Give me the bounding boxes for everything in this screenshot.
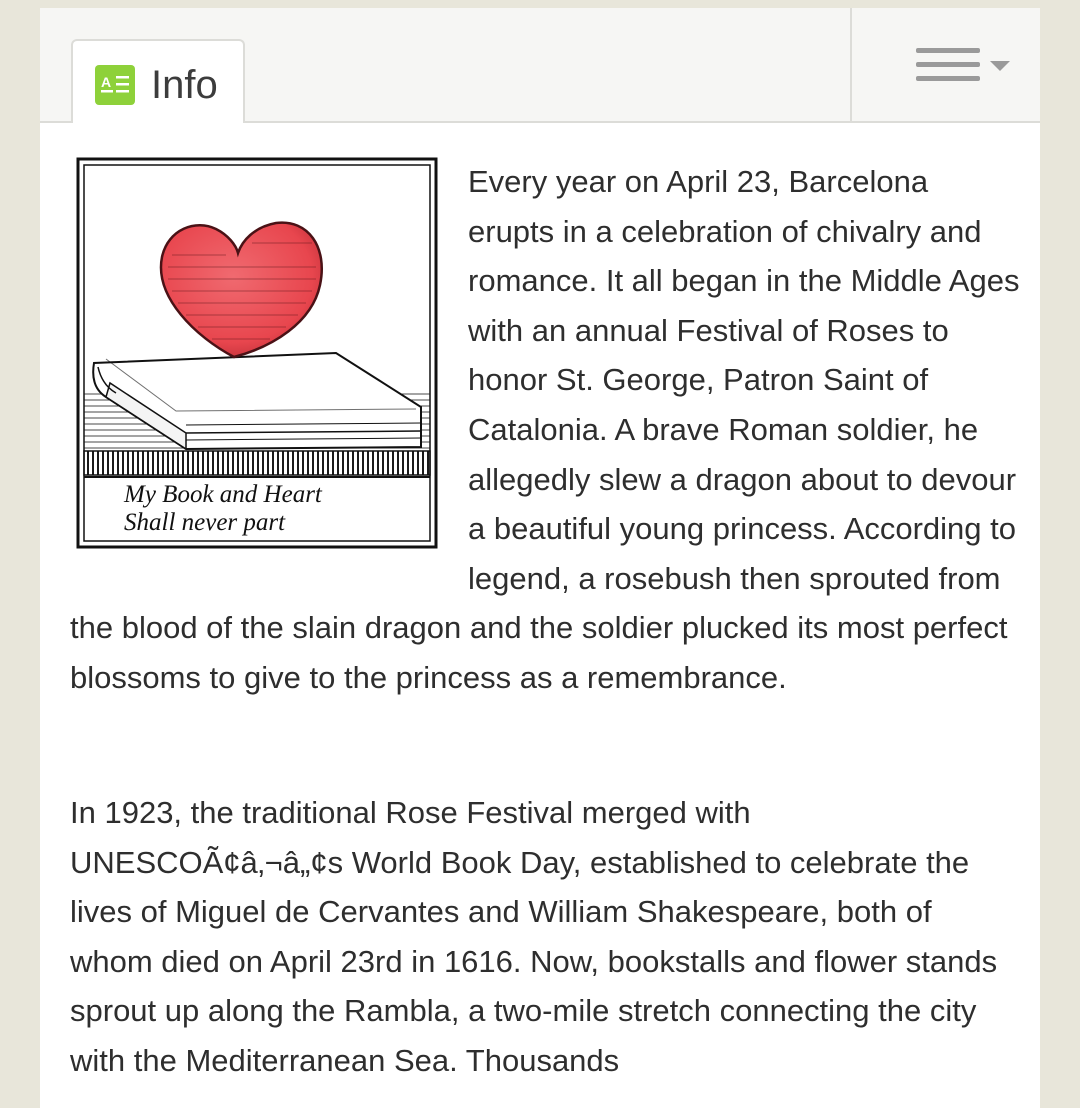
menu-area xyxy=(850,8,1042,121)
content-area xyxy=(40,123,1040,1108)
tab-info-label: Info xyxy=(151,63,218,107)
illustration-caption-line1: My Book and Heart xyxy=(124,481,322,508)
paragraph-1: Every year on April 23, Barcelona erupts in a celebration of chivalry and romance. It all began in the Middle Ages with an annual Festival of Roses to honor St. George, Patron Saint of Catalonia. A brave Roman soldier, he allegedly slew a dragon about to devour a beautiful young princess. According to legend, a rosebush then sprouted from the blood of the slain dragon and the soldier plucked its most perfect blossoms to give to the princess as a remembrance. xyxy=(70,164,1020,695)
paragraph-2: In 1923, the traditional Rose Festival merged with UNESCOÃ¢â‚¬â„¢s World Book Day, established to celebrate the lives of Miguel de Cervantes and William Shakespeare, both of whom died on April 23rd in 1616. Now, bookstalls and flower stands sprout up along the Rambla, a two-mile stretch connecting the city with the Mediterranean Sea. Thousands xyxy=(70,795,998,1078)
svg-text:A: A xyxy=(101,74,112,90)
info-card xyxy=(40,8,1040,1108)
tab-info[interactable] xyxy=(71,39,245,125)
illustration-caption-line2: Shall never part xyxy=(124,509,286,536)
card-header xyxy=(40,8,1040,123)
paragraph-1-container xyxy=(70,157,1020,703)
info-card-icon xyxy=(95,65,135,105)
illustration-spacer xyxy=(70,157,468,569)
hamburger-dropdown-icon[interactable] xyxy=(916,46,1016,86)
